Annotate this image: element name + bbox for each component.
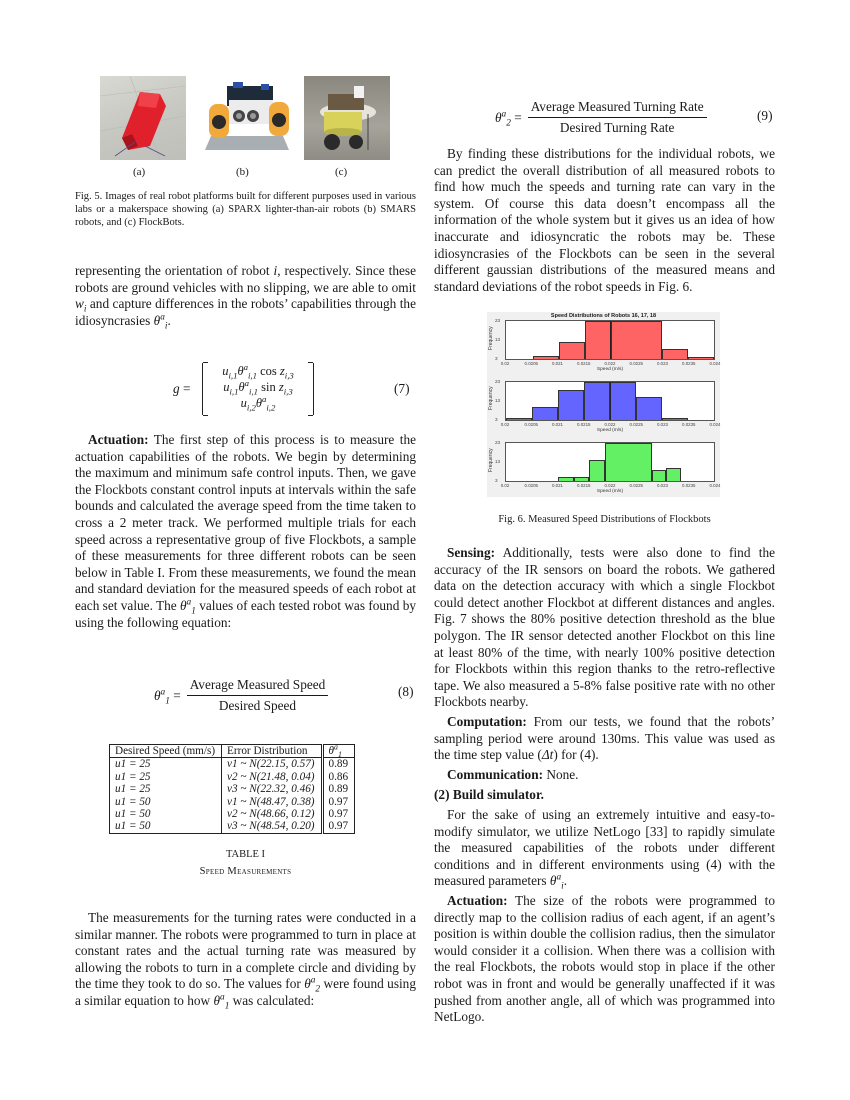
subcaption-c: (c) <box>335 166 348 178</box>
histogram-panel-robot-17 <box>505 381 715 421</box>
table-row: u1 = 25 v1 ~ N(22.15, 0.57) 0.89 <box>110 758 355 771</box>
table-speed-measurements <box>109 744 355 834</box>
equation-7-matrix <box>202 363 314 415</box>
table-header-theta: $\theta^a_1$ <box>322 745 355 758</box>
equation-8-numerator: Average Measured Speed <box>187 677 329 696</box>
equation-8 <box>154 677 328 714</box>
photo-sparx-robot <box>100 76 186 160</box>
equation-8-fraction <box>187 677 329 714</box>
section-heading-build-simulator: (2) Build simulator. <box>434 787 544 802</box>
equation-9-numerator: Average Measured Turning Rate <box>528 99 707 118</box>
equation-9-denominator: Desired Turning Rate <box>559 120 675 135</box>
figure-6-speed-distributions-chart: Speed Distributions of Robots 16, 17, 18 Frequency 23 13 3 0.02 0.0205 0.021 0.0215 0.022 0.0225 0.023 0.0235 0.024 Speed (m/s) Frequency 23 13 3 0.02 0.0205 0.021 0.0215 0.022 0.0225 0.023 0.0235 0.024 Speed (m/s) Frequency 23 13 3 0.02 0.0205 0.021 0.0215 0.022 0.0225 0.023 0.0235 0.024 Speed (m/s) <box>487 312 720 497</box>
paragraph-distributions: By finding these distributions for the individual robots, we can predict the overall distribution of all measured robots to find how much the speeds and turning rate can vary in the system. Of course this data doesn’t encompass all the information of the whole system but it gives us an idea of how inaccurate and idiosyncratic the robots may be. These idiosyncrasies of the Flockbots can be seen in the several different gaussian distributions of the measured means and standard deviations of the robot speeds in Fig. 6. <box>434 146 775 294</box>
paragraph-orientation: representing the orientation of robot i, respectively. Since these robots are ground vehicles with no slipping, we are able to omit $w_i$ and capture differences in the robots’ capabilities through the idiosyncrasies $\theta^a_i$. <box>75 263 416 332</box>
equation-9-fraction <box>528 99 707 136</box>
matrix-row-1: $u_{i,1}\theta^a_{i,1}$ $\cos z_{i,3}$ <box>222 361 294 381</box>
table-header-error-distribution: Error Distribution <box>222 745 322 758</box>
paragraph-turning-rates: The measurements for the turning rates were conducted in a similar manner. The robots were programmed to turn in place at constant rates and the actual turning rate was measured by allowing the robots to turn in a complete circle and dividing by the time they took to do so. The values for $\theta^a_2$ were found using a similar equation to how $\theta^a_1$ was calculated: <box>75 910 416 1012</box>
table-row: u1 = 50 v3 ~ N(48.54, 0.20) 0.97 <box>110 820 355 833</box>
equation-8-lhs: $\theta^a_1$ = <box>154 687 181 707</box>
equation-9-lhs: $\theta^a_2$ = <box>495 109 522 129</box>
subcaption-a: (a) <box>133 166 146 178</box>
table-row: u1 = 50 v1 ~ N(48.47, 0.38) 0.97 <box>110 796 355 808</box>
photo-smars-robot <box>203 76 291 160</box>
paragraph-sensing: Sensing: Additionally, tests were also done to find the accuracy of the IR sensors on board the robots. We gathered data on the detection accuracy with which a single Flockbot could detect another Flockbot at different distances and angles. Fig. 7 shows the 80% positive detection threshold as the blue polygon. The IR sensor detected another Flockbot on this line at least 80% of the time, with nearly 100% positive detection for Flockbots within this region thanks to the retro-reflective tape. We also measured a 5-8% false positive rate with no other Flockbots nearby. <box>434 545 775 710</box>
x-axis-ticks: 0.02 0.0205 0.021 0.0215 0.022 0.0225 0.023 0.0235 0.024 <box>500 361 721 366</box>
x-axis-label: Speed (m/s) <box>596 367 624 372</box>
histogram-panel-robot-16 <box>505 320 715 360</box>
table-header-row <box>110 745 355 758</box>
equation-7-lhs: g = <box>173 381 191 396</box>
matrix-row-2: $u_{i,1}\theta^a_{i,1}$ $\sin z_{i,3}$ <box>223 377 293 397</box>
histogram-panel-robot-18 <box>505 442 715 482</box>
equation-8-number: (8) <box>398 684 414 699</box>
paragraph-actuation: Actuation: The first step of this process is to measure the actuation capabilities of the robots. We begin by determining the maximum and minimum safe control inputs. Then, we gave the Flockbots constant control inputs at intervals within the safe bounds and calculated the average speed from the time taken to cross a 2 meter track. We performed multiple trials for each speed across a representative group of five Flockbots, a sample of these measurements for three different robots can be seen below in Table I. From these measurements, we found the mean and standard deviation for the measured speeds of each robot at each set value. The $\theta^a_1$ values of each tested robot was found by using the following equation: <box>75 432 416 630</box>
equation-9-number: (9) <box>757 108 773 123</box>
table-title: Speed Measurements <box>199 866 292 877</box>
subcaption-b: (b) <box>236 166 249 178</box>
table-row: u1 = 25 v2 ~ N(21.48, 0.04) 0.86 <box>110 771 355 783</box>
chart-title: Speed Distributions of Robots 16, 17, 18 <box>550 313 657 319</box>
y-axis-label: Frequency <box>488 326 494 350</box>
paragraph-simulator-actuation: Actuation: The size of the robots were programmed to directly map to the collision radius of each agent, if an agent’s position is within double the collision radius, then the simulator would consider it a collision. When there was a collision with the real Flockbots, the robots would stop in place if the other robot was in front and would be generally unaffected if it was pushed from another angle, all of which was programmed into NetLogo. <box>434 893 775 1025</box>
figure-6-caption: Fig. 6. Measured Speed Distributions of Flockbots <box>498 514 711 525</box>
photo-flockbot-robot <box>304 76 390 160</box>
paragraph-build-simulator: For the sake of using an extremely intuitive and easy-to-modify simulator, we utilize NetLogo [33] to rapidly simulate the measured capabilities of the robots under different conditions and in different environments using (4) with the measured parameters $\theta^a_i$. <box>434 807 775 893</box>
paragraph-communication: Communication: None. <box>447 767 579 782</box>
equation-8-denominator: Desired Speed <box>218 698 297 713</box>
equation-7-number: (7) <box>394 381 410 396</box>
paragraph-computation: Computation: From our tests, we found that the robots’ sampling period were around 130ms. This value was used as the time step value (Δt) for (4). <box>434 714 775 763</box>
matrix-row-3: $u_{i,2}\theta^a_{i,2}$ <box>240 393 276 413</box>
table-row: u1 = 25 v3 ~ N(22.32, 0.46) 0.89 <box>110 783 355 795</box>
table-row: u1 = 50 v2 ~ N(48.66, 0.12) 0.97 <box>110 808 355 820</box>
figure-5-images <box>100 76 365 160</box>
figure-5-caption: Fig. 5. Images of real robot platforms built for different purposes used in various labs or a makerspace showing (a) SPARX lighter-than-air robots (b) SMARS robots, and (c) FlockBots. <box>75 191 416 228</box>
table-label: TABLE I <box>225 849 266 860</box>
table-header-desired-speed: Desired Speed (mm/s) <box>110 745 222 758</box>
equation-9 <box>495 99 707 136</box>
